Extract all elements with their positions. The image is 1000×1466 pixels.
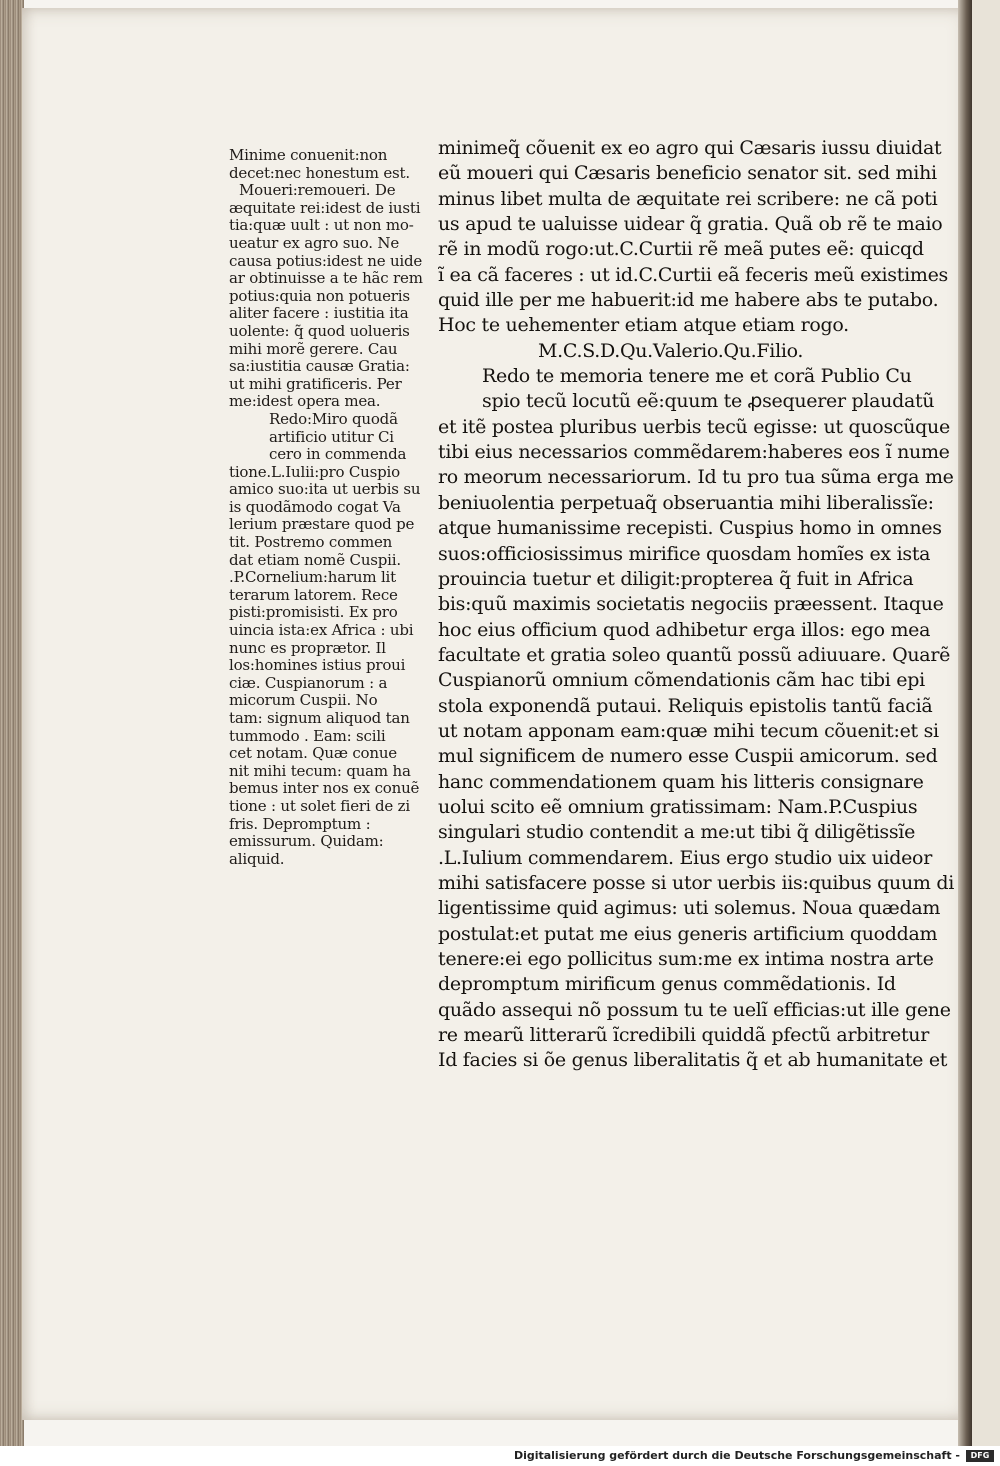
page-gutter xyxy=(958,0,972,1446)
commentary-line: los:homines istius proui xyxy=(229,656,406,675)
commentary-line: fris. Depromptum : xyxy=(229,814,371,833)
commentary-line: artificio utitur Ci xyxy=(269,427,394,446)
commentary-line: pisti:promisisti. Ex pro xyxy=(229,603,398,622)
main-text-line: mul significem de numero esse Cuspii amicorum. sed xyxy=(438,745,938,768)
commentary-line: tia:quæ uult : ut non mo- xyxy=(229,216,414,235)
main-text-line: tibi eius necessarios commẽdarem:haberes eos ĩ nume xyxy=(438,441,950,464)
commentary-line: bemus inter nos ex conuẽ xyxy=(229,779,420,798)
main-text-line: depromptum mirificum genus commẽdationis. Id xyxy=(438,973,896,996)
commentary-line: .P.Cornelium:harum lit xyxy=(229,568,396,587)
commentary-line: tam: signum aliquod tan xyxy=(229,709,410,727)
main-text-line: re mearũ litterarũ ĩcredibili quiddã pfectũ arbitretur xyxy=(438,1024,929,1047)
commentary-line: ueatur ex agro suo. Ne xyxy=(229,233,399,252)
adjacent-page xyxy=(972,0,1000,1446)
main-text-line: beniuolentia perpetuaq̃ obseruantia mihi liberalissĩe: xyxy=(438,491,934,514)
commentary-line: micorum Cuspii. No xyxy=(229,691,378,710)
main-text-line: ĩ ea cã faceres : ut id.C.Curtii eã feceris meũ existimes xyxy=(438,263,948,286)
commentary-line: emissurum. Quidam: xyxy=(229,832,384,851)
commentary-line: ar obtinuisse a te hãc rem xyxy=(229,269,423,288)
main-text-line: ligentissime quid agimus: uti solemus. Noua quædam xyxy=(438,897,941,920)
main-text-line: singulari studio contendit a me:ut tibi q̃ diligẽtissĩe xyxy=(438,821,916,844)
commentary-column xyxy=(229,146,423,868)
main-text-line: postulat:et putat me eius generis artificium quoddam xyxy=(438,922,938,945)
main-text-line: ro meorum necessariorum. Id tu pro tua sũma erga me xyxy=(438,466,954,489)
commentary-line: amico suo:ita ut uerbis su xyxy=(229,480,421,499)
commentary-line: Minime conuenit:non xyxy=(229,146,388,164)
main-text-line: mihi satisfacere posse si utor uerbis iis:quibus quum di xyxy=(438,871,954,894)
commentary-line: Moueri:remoueri. De xyxy=(239,181,396,200)
main-text-line: facultate et gratia soleo quantũ possũ adiuuare. Quarẽ xyxy=(438,643,951,666)
main-text-line: hoc eius officium quod adhibetur erga illos: ego mea xyxy=(438,618,931,641)
commentary-line: nunc es proprætor. Il xyxy=(229,638,386,657)
commentary-line: lerium præstare quod pe xyxy=(229,515,415,534)
commentary-line: cero in commenda xyxy=(269,445,407,464)
letter-heading: M.C.S.D.Qu.Valerio.Qu.Filio. xyxy=(538,339,804,362)
main-text-block-2 xyxy=(438,364,954,1074)
main-text-block-1 xyxy=(438,136,948,339)
commentary-line: mihi morẽ gerere. Cau xyxy=(229,339,398,358)
footer-bar xyxy=(0,1446,1000,1466)
main-text-line: Hoc te uehementer etiam atque etiam rogo. xyxy=(438,314,849,337)
commentary-line: aliquid. xyxy=(229,849,285,868)
commentary-line: Redo:Miro quodã xyxy=(269,409,398,428)
book-edge xyxy=(0,0,24,1446)
main-text-line: rẽ in modũ rogo:ut.C.Curtii rẽ meã putes eẽ: quicqd xyxy=(438,238,924,261)
main-text-line: et itẽ postea pluribus uerbis tecũ egisse: ut quoscũque xyxy=(438,415,950,438)
commentary-line: is quodãmodo cogat Va xyxy=(229,497,401,516)
main-text-line: minimeq̃ cõuenit ex eo agro qui Cæsaris iussu diuidat xyxy=(438,137,942,159)
main-text-line: quãdo assequi nõ possum tu te uelĩ efficias:ut ille gene xyxy=(438,998,951,1021)
commentary-line: cet notam. Quæ conue xyxy=(229,744,397,763)
commentary-line: ciæ. Cuspianorum : a xyxy=(229,673,388,692)
commentary-line: potius:quia non potueris xyxy=(229,286,410,305)
commentary-line: me:idest opera mea. xyxy=(229,392,381,411)
main-text-line: bis:quũ maximis societatis negociis præessent. Itaque xyxy=(438,593,944,616)
commentary-line: tione : ut solet fieri de zi xyxy=(229,796,410,815)
main-text-line: stola exponendã putaui. Reliquis epistolis tantũ faciã xyxy=(438,694,933,717)
main-text-line: .L.Iulium commendarem. Eius ergo studio uix uideor xyxy=(438,846,932,869)
commentary-line: terarum latorem. Rece xyxy=(229,585,398,604)
commentary-line: uolente: q̃ quod uolueris xyxy=(229,321,410,340)
main-text-line: Id facies si õe genus liberalitatis q̃ et ab humanitate et xyxy=(438,1049,948,1072)
main-text-line: prouincia tuetur et diligit:propterea q̃ fuit in Africa xyxy=(438,567,914,590)
commentary-line: aliter facere : iustitia ita xyxy=(229,304,409,323)
main-text-line: us apud te ualuisse uidear q̃ gratia. Quã ob rẽ te maio xyxy=(438,213,943,236)
commentary-line: tione.L.Iulii:pro Cuspio xyxy=(229,462,400,481)
main-text-line: tenere:ei ego pollicitus sum:me ex intima nostra arte xyxy=(438,948,934,970)
commentary-line: tummodo . Eam: scili xyxy=(229,726,386,745)
commentary-line: nit mihi tecum: quam ha xyxy=(229,761,411,780)
main-text-line: Redo te memoria tenere me et corã Publio Cu xyxy=(482,365,912,388)
commentary-line: decet:nec honestum est. xyxy=(229,163,410,182)
commentary-line: uincia ista:ex Africa : ubi xyxy=(229,621,414,640)
main-text-line: atque humanissime recepisti. Cuspius homo in omnes xyxy=(438,517,942,540)
commentary-line: tit. Postremo commen xyxy=(229,533,393,552)
main-text-line: ut notam apponam eam:quæ mihi tecum cõuenit:et si xyxy=(438,719,939,742)
main-text-line: uolui scito eẽ omnium gratissimam: Nam.P.Cuspius xyxy=(438,795,918,818)
commentary-line: sa:iustitia causæ Gratia: xyxy=(229,357,410,376)
main-text-line: eũ moueri qui Cæsaris beneficio senator sit. sed mihi xyxy=(438,162,937,185)
commentary-line: causa potius:idest ne uide xyxy=(229,251,423,270)
dfg-logo: DFG xyxy=(966,1450,994,1462)
main-text-line: hanc commendationem quam his litteris consignare xyxy=(438,770,924,793)
commentary-line: æquitate rei:idest de iusti xyxy=(229,198,421,217)
main-text-line: quid ille per me habuerit:id me habere abs te putabo. xyxy=(438,289,939,312)
commentary-line: ut mihi gratificeris. Per xyxy=(229,374,402,393)
main-text-line: Cuspianorũ omnium cõmendationis cãm hac tibi epi xyxy=(438,669,925,692)
main-text-column xyxy=(438,136,954,1074)
footer-credit: Digitalisierung gefördert durch die Deutsche Forschungsgemeinschaft - xyxy=(513,1449,960,1462)
main-text-line: spio tecũ locutũ eẽ:quum te ꝓsequerer plaudatũ xyxy=(482,390,935,413)
main-text-line: suos:officiosissimus mirifice quosdam homĩes ex ista xyxy=(438,542,931,565)
commentary-line: dat etiam nomẽ Cuspii. xyxy=(229,550,401,569)
main-text-line: minus libet multa de æquitate rei scribere: ne cã poti xyxy=(438,187,938,210)
